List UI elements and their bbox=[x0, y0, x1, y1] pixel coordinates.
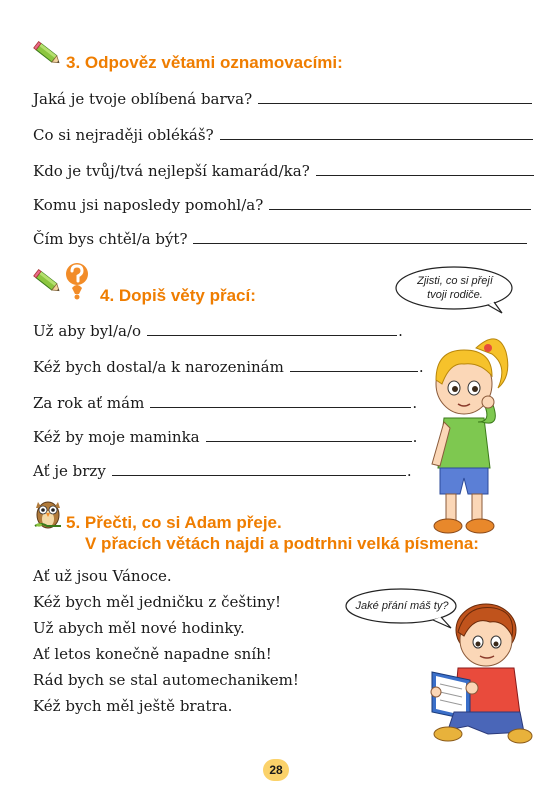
answer-line[interactable] bbox=[316, 175, 534, 176]
speech-bubble-line: tvoji rodiče. bbox=[427, 289, 483, 301]
pencil-icon bbox=[33, 268, 63, 296]
reading-sentence: Ať už jsou Vánoce. bbox=[33, 567, 172, 585]
question-row bbox=[33, 90, 532, 108]
sentence-row bbox=[33, 428, 417, 446]
page-number: 28 bbox=[263, 759, 289, 781]
question-row bbox=[33, 126, 533, 144]
section-5-heading-line-1: 5. Přečti, co si Adam přeje. bbox=[66, 513, 282, 532]
boy-reading-illustration bbox=[408, 596, 534, 746]
speech-bubble-line: Zjisti, co si přejí bbox=[417, 275, 493, 287]
reading-sentence: Rád bych se stal automechanikem! bbox=[33, 671, 299, 689]
question-text: Co si nejraději oblékáš? bbox=[33, 126, 214, 144]
answer-line[interactable] bbox=[147, 335, 397, 336]
answer-line[interactable] bbox=[290, 371, 418, 372]
question-row bbox=[33, 162, 534, 180]
owl-icon bbox=[33, 496, 63, 530]
question-text: Čím bys chtěl/a být? bbox=[33, 230, 188, 248]
sentence-period: . bbox=[412, 428, 418, 446]
question-text: Kdo je tvůj/tvá nejlepší kamarád/ka? bbox=[33, 162, 310, 180]
sentence-start: Už aby byl/a/o bbox=[33, 322, 142, 340]
answer-line[interactable] bbox=[150, 407, 411, 408]
section-3-heading: 3. Odpověz větami oznamovacími: bbox=[66, 53, 343, 72]
sentence-row bbox=[33, 394, 417, 412]
sentence-start: Kéž by moje maminka bbox=[33, 428, 200, 446]
speech-bubble-line: Jaké přání máš ty? bbox=[355, 600, 449, 612]
question-row bbox=[33, 196, 531, 214]
reading-sentence: Ať letos konečně napadne sníh! bbox=[33, 645, 272, 663]
sentence-period: . bbox=[412, 394, 418, 412]
answer-line[interactable] bbox=[220, 139, 533, 140]
girl-thinking-illustration bbox=[418, 318, 530, 540]
answer-line[interactable] bbox=[193, 243, 527, 244]
question-text: Jaká je tvoje oblíbená barva? bbox=[33, 90, 253, 108]
reading-sentence: Kéž bych měl jedničku z češtiny! bbox=[33, 593, 282, 611]
sentence-period: . bbox=[398, 322, 403, 340]
question-row bbox=[33, 230, 527, 248]
sentence-row bbox=[33, 322, 403, 340]
section-4-heading: 4. Dopiš věty přací: bbox=[100, 286, 256, 305]
answer-line[interactable] bbox=[269, 209, 531, 210]
speech-bubble bbox=[392, 264, 518, 314]
section-5-heading-line-2: V přacích větách najdi a podtrhni velká písmena: bbox=[85, 534, 479, 553]
answer-line[interactable] bbox=[206, 441, 412, 442]
pencil-icon bbox=[33, 40, 63, 68]
question-text: Komu jsi naposledy pomohl/a? bbox=[33, 196, 264, 214]
sentence-row bbox=[33, 462, 412, 480]
sentence-start: Za rok ať mám bbox=[33, 394, 145, 412]
sentence-period: . bbox=[418, 358, 424, 376]
question-mark-icon bbox=[63, 262, 91, 300]
sentence-row bbox=[33, 358, 424, 376]
sentence-start: Ať je brzy bbox=[33, 462, 106, 480]
answer-line[interactable] bbox=[258, 103, 532, 104]
sentence-period: . bbox=[406, 462, 412, 480]
sentence-start: Kéž bych dostal/a k narozeninám bbox=[33, 358, 284, 376]
answer-line[interactable] bbox=[112, 475, 406, 476]
reading-sentence: Už abych měl nové hodinky. bbox=[33, 619, 245, 637]
reading-sentence: Kéž bych měl ještě bratra. bbox=[33, 697, 233, 715]
